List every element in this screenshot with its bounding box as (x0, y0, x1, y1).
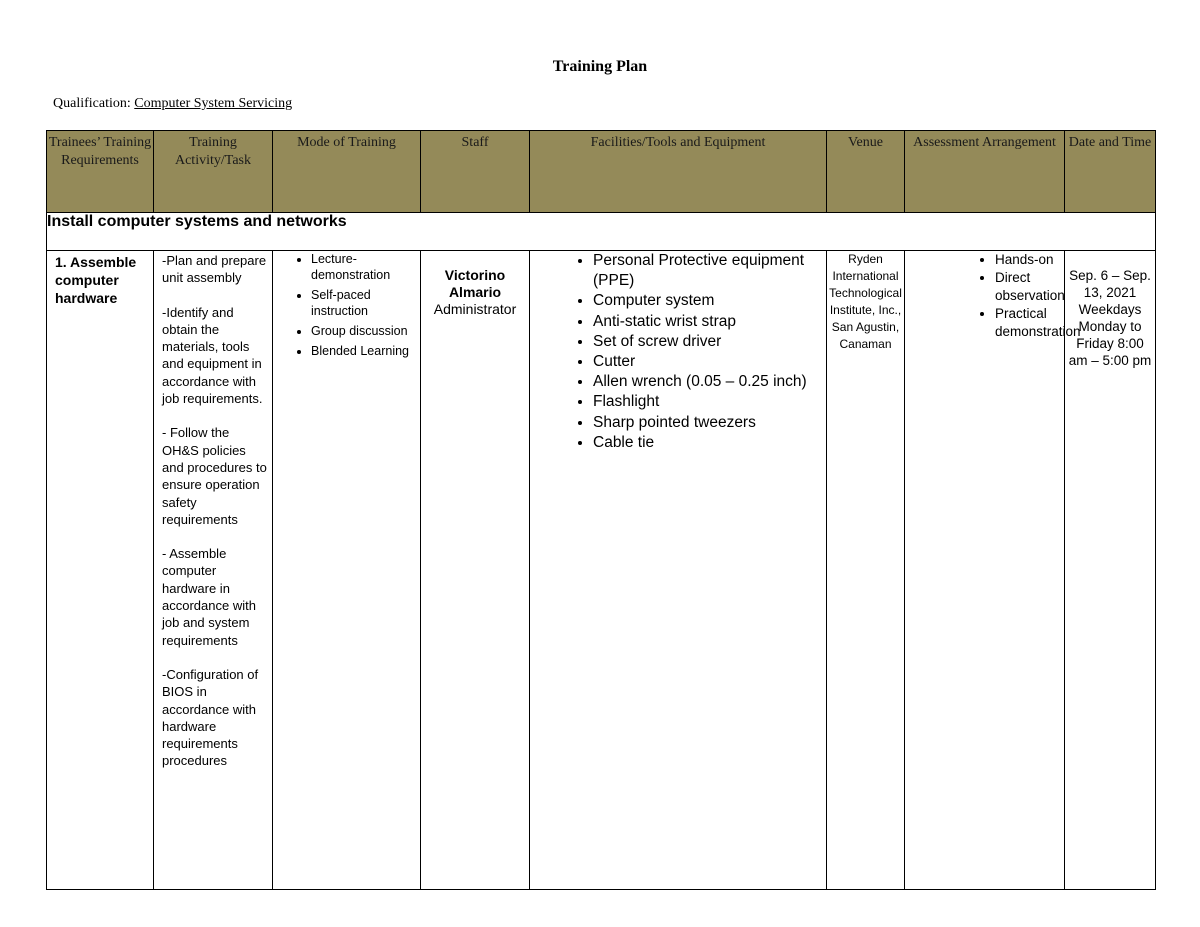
header-row (47, 131, 1156, 213)
assessment-cell (905, 251, 1081, 890)
header-staff: Staff (421, 131, 530, 213)
activity-item: -Identify and obtain the materials, tools and equipment in accordance with job requirements. (162, 304, 263, 407)
activity-item: -Plan and prepare unit assembly (162, 253, 267, 286)
section-row (47, 213, 1156, 251)
activity-cell (154, 251, 273, 890)
venue-cell: Ryden International Technological Institute, Inc., San Agustin, Canaman (827, 251, 905, 890)
header-venue: Venue (827, 131, 905, 213)
activity-item: - Follow the OH&S policies and procedures to ensure operation safety requirements (162, 425, 267, 527)
header-mode-of-training: Mode of Training (273, 131, 421, 213)
header-assessment: Assessment Arrangement (905, 131, 1065, 213)
qualification-line (53, 96, 292, 112)
header-trainees-requirements: Trainees’ Training Requirements (47, 131, 154, 213)
list-item: • Sharp pointed tweezers (593, 413, 826, 433)
staff-name: Victorino Almario (444, 267, 506, 300)
requirement-cell: 1. Assemble computer hardware (47, 251, 154, 890)
header-training-activity: Training Activity/Task (154, 131, 273, 213)
table-row (47, 251, 1156, 890)
mode-list (273, 251, 420, 359)
facilities-cell (530, 251, 827, 890)
facilities-list (530, 251, 826, 453)
list-item: • Set of screw driver (593, 332, 826, 352)
list-item: • Flashlight (593, 392, 826, 412)
list-item: • Blended Learning (311, 343, 420, 359)
list-item: • Self-paced instruction (311, 287, 420, 319)
activity-item: -Configuration of BIOS in accordance with hardware requirements procedures (162, 666, 259, 769)
date-time-cell: Sep. 6 – Sep. 13, 2021 Weekdays Monday to Friday 8:00 am – 5:00 pm (1065, 251, 1156, 890)
list-item: • Practical demonstration (995, 305, 1060, 341)
activity-item: - Assemble computer hardware in accordance with job and system requirements (162, 546, 256, 648)
mode-cell (273, 251, 421, 890)
list-item: • Direct observation (995, 269, 1060, 305)
header-facilities: Facilities/Tools and Equipment (530, 131, 827, 213)
list-item: • Hands-on (995, 251, 1060, 269)
section-title: Install computer systems and networks (47, 213, 1156, 251)
list-item: • Lecture-demonstration (311, 251, 420, 283)
qualification-value: Computer System Servicing (134, 96, 293, 111)
list-item: • Allen wrench (0.05 – 0.25 inch) (593, 372, 826, 392)
list-item: • Cutter (593, 352, 826, 372)
assessment-list (905, 251, 1081, 341)
document-title: Training Plan (552, 58, 648, 75)
list-item: • Group discussion (311, 323, 420, 339)
staff-cell (421, 251, 530, 890)
list-item: • Computer system (593, 291, 826, 311)
training-plan-table (46, 130, 1156, 890)
qualification-label: Qualification: (53, 96, 135, 111)
list-item: • Cable tie (593, 433, 826, 453)
list-item: • Anti-static wrist strap (593, 312, 826, 332)
list-item: • Personal Protective equipment (PPE) (593, 251, 826, 291)
header-date-time: Date and Time (1065, 131, 1156, 213)
staff-role: Administrator (433, 301, 517, 317)
